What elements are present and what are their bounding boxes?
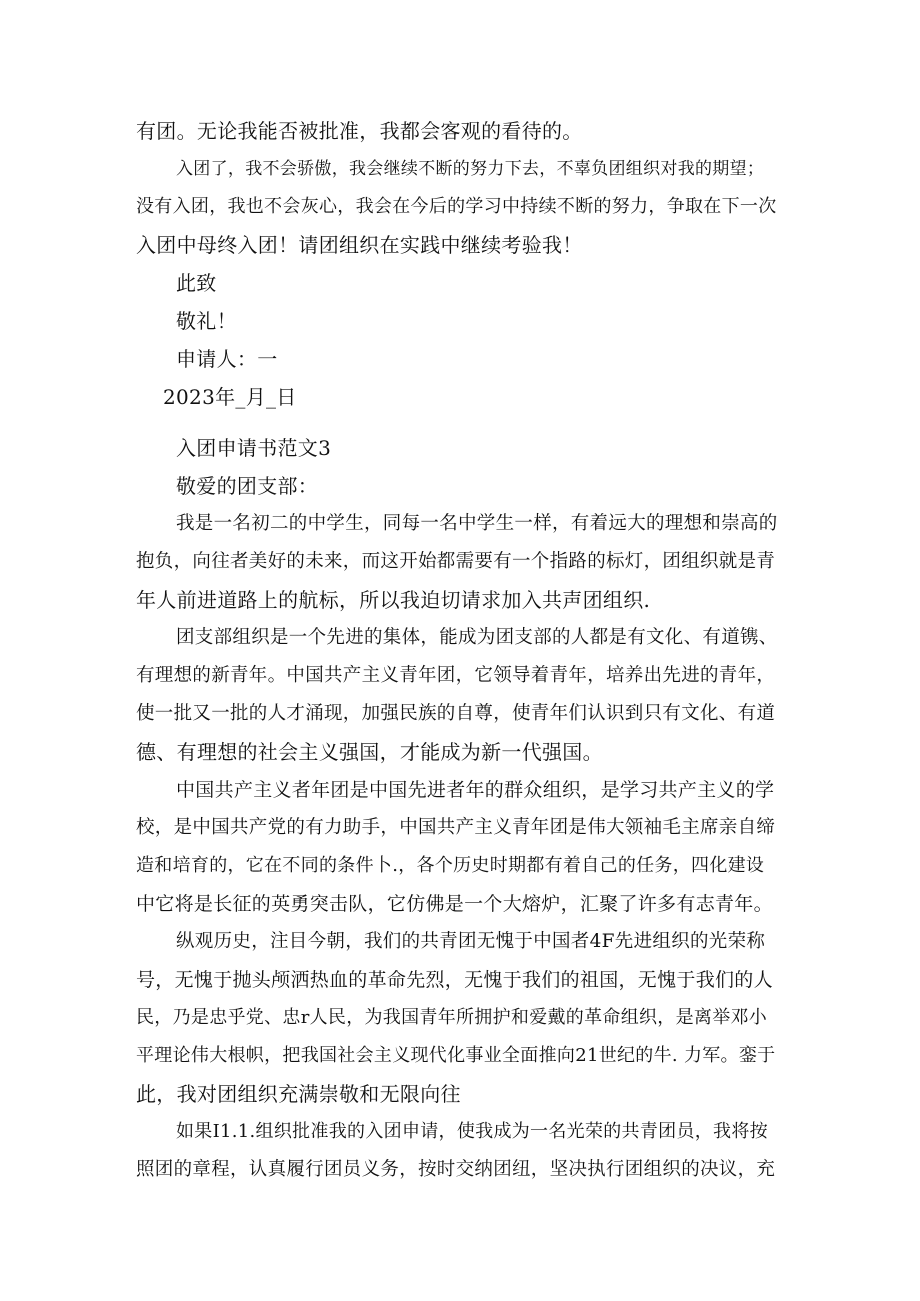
text-line: 没有入团，我也不会灰心，我会在今后的学习中持续不断的努力，争取在下一次	[136, 196, 777, 217]
greeting-line: 敬爱的团支部：	[176, 474, 319, 498]
text-line: 有理想的新青年。中国共产主义青年团，它领导着青年，培养出先进的青年，	[136, 665, 776, 686]
text-line: 入团了，我不会骄傲，我会继续不断的努力下去，不辜负团组织对我的期望；	[176, 159, 765, 179]
salutation-respect: 敬礼！	[176, 309, 237, 333]
text-line: 如果I1.1.组织批准我的入团申请，使我成为一名光荣的共青团员，我将按	[176, 1121, 768, 1142]
text-line: 抱负，向往者美好的未来，而这开始都需要有一个指路的标灯，团组织就是青	[136, 551, 776, 572]
text-line: 造和培育的，它在不同的条件卜.，各个历史时期都有着自己的任务，四化建设	[136, 855, 765, 876]
text-line: 年人前进道路上的航标，所以我迫切请求加入共声团组织.	[136, 588, 651, 612]
salutation-closing: 此致	[176, 271, 217, 295]
text-line: 使一批又一批的人才涌现，加强民族的自尊，使青年们认识到只有文化、有道	[136, 703, 776, 724]
text-line: 德、有理想的社会主义强国，才能成为新一代强国。	[136, 740, 603, 764]
text-line: 校，是中国共产党的有力助手，中国共产主义青年团是伟大领袖毛主席亲自缔	[136, 817, 776, 838]
text-line: 平理论伟大根帜，把我国社会主义现代化事业全面推向21世纪的牛. 力军。銮于	[136, 1045, 776, 1066]
text-line: 中国共产主义者年团是中国先进者年的群众组织，是学习共产主义的学	[176, 779, 775, 801]
date-line: 2023年_月_日	[163, 385, 297, 409]
text-line: 入团中母终入团！请团组织在实践中继续考验我！	[136, 233, 583, 257]
text-line: 民，乃是忠乎党、忠r人民，为我国青年所拥护和爱戴的革命组织，是离举邓小	[136, 1007, 768, 1028]
applicant-line: 申请人：一	[176, 347, 278, 371]
text-line: 照团的章程，认真履行团员义务，按时交纳团纽，坚决执行团组织的决议，充	[136, 1159, 776, 1180]
text-line: 有团。无论我能否被批准，我都会客观的看待的。	[136, 119, 583, 143]
text-line: 我是一名初二的中学生，同每一名中学生一样，有着远大的理想和崇高的	[176, 513, 778, 534]
text-line: 团支部组织是一个先进的集体，能成为团支部的人都是有文化、有道镌、	[176, 627, 778, 648]
text-line: 号，无愧于抛头颅洒热血的革命先烈，无愧于我们的祖国，无愧于我们的人	[136, 969, 773, 991]
text-line: 纵观历史，注目今朝，我们的共青团无愧于中国者4F先进组织的光荣称	[176, 931, 766, 952]
text-line: 此，我对团组织充满崇敬和无限向往	[136, 1082, 461, 1106]
section-title: 入团申请书范文3	[176, 436, 332, 460]
text-line: 中它将是长征的英勇突击队，它仿佛是一个大熔炉，汇聚了许多有志青年。	[136, 893, 773, 915]
